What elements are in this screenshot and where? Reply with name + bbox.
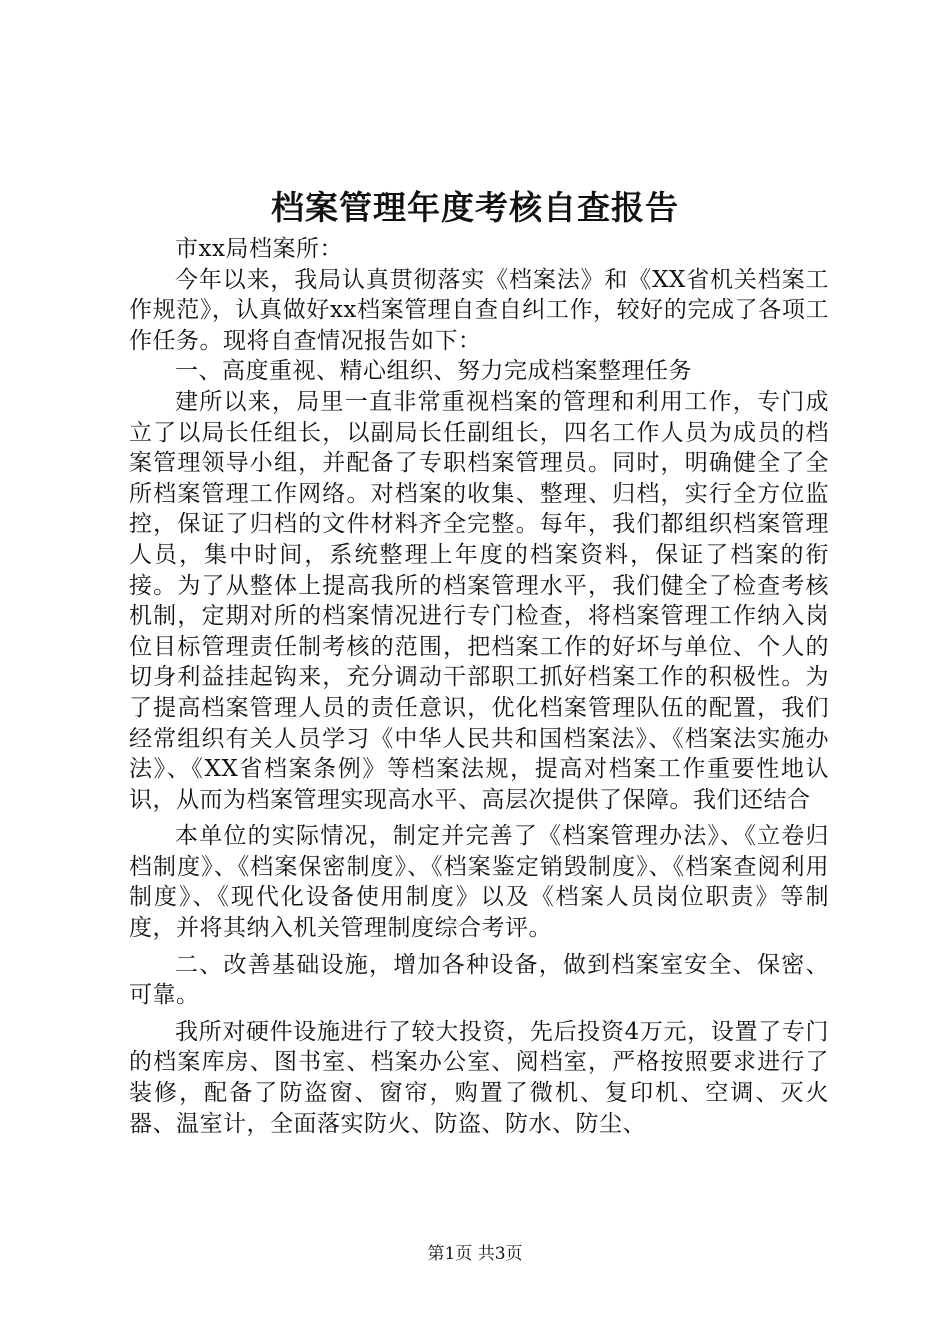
section-1-paragraph: 建所以来，局里一直非常重视档案的管理和利用工作，专门成立了以局长任组长，以副局长任副组长，四名工作人员为成员的档案管理领导小组，并配备了专职档案管理员。同时，明确健全了全所档案管理工作网络。对档案的收集、整理、归档，实行全方位监控，保证了归档的文件材料齐全完整。每年，我们都组织档案管理人员，集中时间，系统整理上年度的档案资料，保证了档案的衔接。为了从整体上提高我所的档案管理水平，我们健全了检查考核机制，定期对所的档案情况进行专门检查，将档案管理工作纳入岗位目标管理责任制考核的范围，把档案工作的好坏与单位、个人的切身利益挂起钩来，充分调动干部职工抓好档案工作的积极性。为了提高档案管理人员的责任意识，优化档案管理队伍的配置，我们经常组织有关人员学习《中华人民共和国档案法》、《档案法实施办法》、《XX省档案条例》等档案法规，提高对档案工作重要性地认识，从而为档案管理实现高水平、高层次提供了保障。我们还结合 [129,388,829,813]
salutation: 市xx局档案所： [175,236,343,262]
document-body [129,234,829,1139]
intro-paragraph: 今年以来，我局认真贯彻落实《档案法》和《XX省机关档案工作规范》，认真做好xx档案管理自查自纠工作，较好的完成了各项工作任务。现将自查情况报告如下： [129,266,829,354]
section-2-paragraph: 我所对硬件设施进行了较大投资，先后投资4万元，设置了专门的档案库房、图书室、档案办公室、阅档室，严格按照要求进行了装修，配备了防盗窗、窗帘，购置了微机、复印机、空调、灭火器、温室计，全面落实防火、防盗、防水、防尘、 [129,1018,829,1137]
section-heading-1: 一、高度重视、精心组织、努力完成档案整理任务 [175,358,692,385]
page-footer: 第1页 共3页 [427,1244,523,1264]
section-heading-2: 二、改善基础设施，增加各种设备，做到档案室安全、保密、可靠。 [129,951,829,1009]
page-title: 档案管理年度考核自查报告 [271,188,679,227]
section-1-paragraph-continued: 本单位的实际情况，制定并完善了《档案管理办法》、《立卷归档制度》、《档案保密制度》、《档案鉴定销毁制度》、《档案查阅利用制度》、《现代化设备使用制度》以及《档案人员岗位职责》等制度，并将其纳入机关管理制度综合考评。 [129,823,829,942]
